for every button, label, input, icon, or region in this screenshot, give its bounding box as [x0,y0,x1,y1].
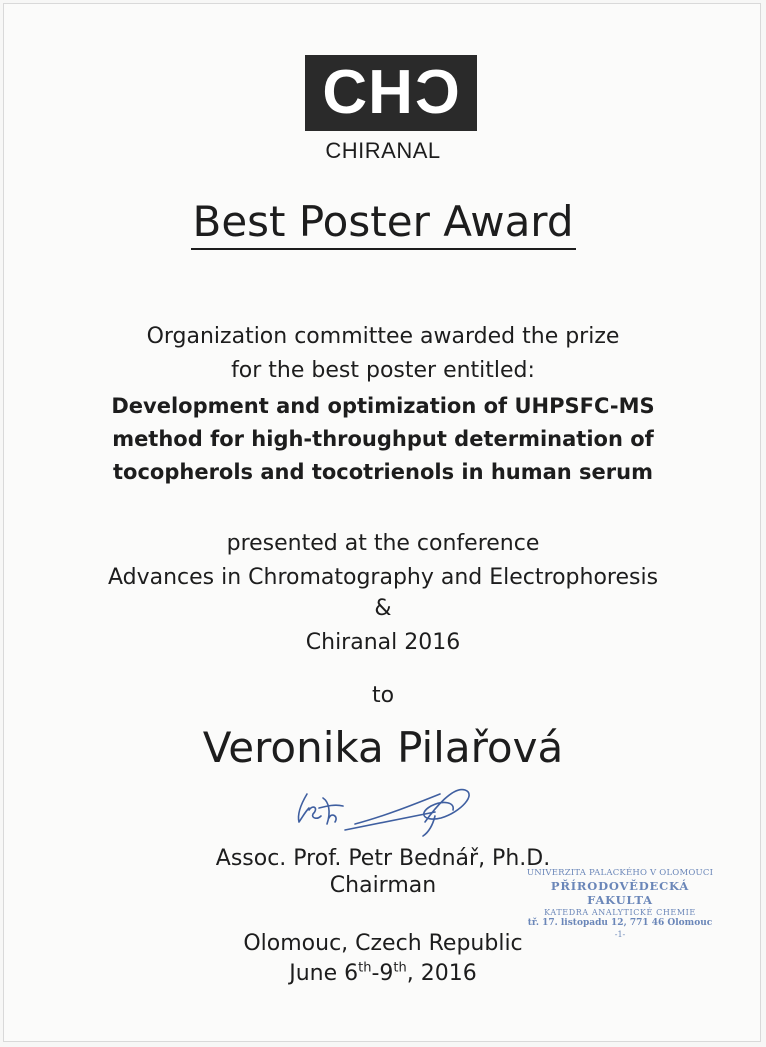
poster-title-line-3: tocopherols and tocotrienols in human serum [113,460,653,484]
recipient-name: Veronika Pilařová [202,723,564,772]
stamp-line-3: KATEDRA ANALYTICKÉ CHEMIE [544,908,696,917]
chiranal-edition: Chiranal 2016 [305,630,461,655]
event-date: June 6th-9th, 2016 [289,960,477,986]
to-label: to [371,683,395,708]
intro-line-2: for the best poster entitled: [231,358,535,383]
chiranal-logo [305,55,477,131]
handwritten-signature [285,772,485,842]
intro-line-1: Organization committee awarded the prize [146,324,620,349]
conference-name: Advances in Chromatography and Electrophoresis [107,565,659,590]
stamp-line-5: -1- [614,930,626,939]
stamp-line-4: tř. 17. listopadu 12, 771 46 Olomouc [527,918,713,928]
signatory-name: Assoc. Prof. Petr Bednář, Ph.D. [215,846,551,871]
logo-mark: CHC [322,58,460,127]
poster-title-line-1: Development and optimization of UHPSFC-MS [111,394,655,418]
stamp-line-2: PŘÍRODOVĚDECKÁ FAKULTA [550,879,690,907]
award-title: Best Poster Award [0,196,766,248]
signatory-role: Chairman [329,873,437,898]
poster-title-line-2: method for high-throughput determination of [112,427,654,451]
ampersand: & [374,596,392,621]
conference-line-1: presented at the conference [226,531,540,556]
stamp-line-1: UNIVERZITA PALACKÉHO V OLOMOUCI [526,868,714,878]
brand-name: CHIRANAL [325,138,441,163]
location: Olomouc, Czech Republic [243,931,523,956]
